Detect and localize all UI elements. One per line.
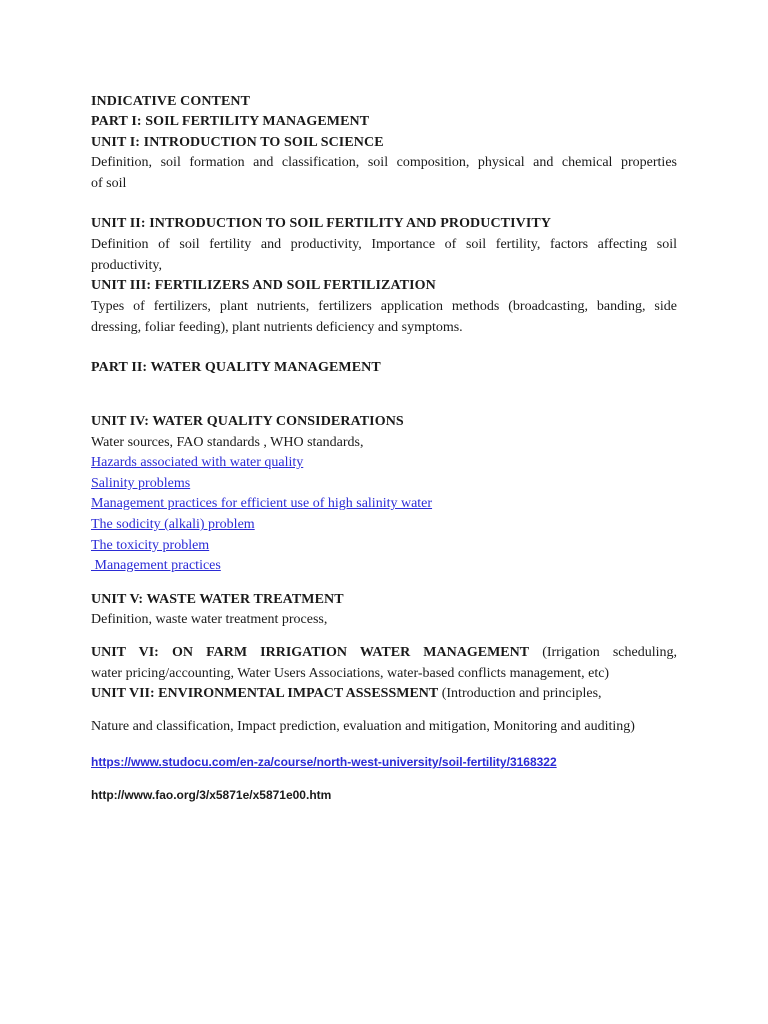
unit7-heading: UNIT VII: ENVIRONMENTAL IMPACT ASSESSMENT	[91, 686, 439, 701]
link-hazards-water-quality[interactable]: Hazards associated with water quality	[91, 455, 304, 470]
part1-heading: PART I: SOIL FERTILITY MANAGEMENT	[91, 114, 370, 129]
unit1-text-line2: of soil	[91, 176, 127, 191]
indicative-content-heading: INDICATIVE CONTENT	[91, 94, 251, 109]
unit4-link-row-6	[91, 556, 677, 576]
unit7-text-line2: Nature and classification, Impact prediction, evaluation and mitigation, Monitoring and auditing)	[91, 719, 635, 734]
link-management-practices[interactable]: Management practices	[91, 558, 221, 573]
unit3-heading: UNIT III: FERTILIZERS AND SOIL FERTILIZATION	[91, 278, 436, 293]
unit6-line1	[91, 643, 677, 663]
unit3-text-line1: Types of fertilizers, plant nutrients, fertilizers application methods (broadcasting, banding, side	[91, 299, 677, 314]
unit2-heading: UNIT II: INTRODUCTION TO SOIL FERTILITY AND PRODUCTIVITY	[91, 216, 552, 231]
unit6-text-inline: (Irrigation scheduling,	[529, 645, 678, 660]
unit4-text-line1: Water sources, FAO standards , WHO standards,	[91, 435, 364, 450]
unit5-text-line1: Definition, waste water treatment process,	[91, 612, 328, 627]
unit5-heading: UNIT V: WASTE WATER TREATMENT	[91, 592, 344, 607]
unit4-link-row-1	[91, 453, 677, 473]
unit4-heading: UNIT IV: WATER QUALITY CONSIDERATIONS	[91, 414, 404, 429]
fao-reference-url: http://www.fao.org/3/x5871e/x5871e00.htm	[91, 788, 332, 802]
link-studocu-reference[interactable]: https://www.studocu.com/en-za/course/north-west-university/soil-fertility/3168322	[91, 755, 557, 769]
unit1-text-line1: Definition, soil formation and classification, soil composition, physical and chemical properties	[91, 155, 677, 170]
unit7-text-inline: (Introduction and principles,	[438, 686, 602, 701]
unit6-heading: UNIT VI: ON FARM IRRIGATION WATER MANAGEMENT	[91, 645, 530, 660]
link-toxicity-problem[interactable]: The toxicity problem	[91, 538, 210, 553]
unit4-link-row-5	[91, 536, 677, 556]
link-management-high-salinity[interactable]: Management practices for efficient use of high salinity water	[91, 496, 433, 511]
reference-row-2	[91, 785, 677, 805]
unit2-text-line2: productivity,	[91, 258, 163, 273]
unit6-text-line2: water pricing/accounting, Water Users Associations, water-based conflicts management, etc)	[91, 666, 610, 681]
unit7-line1	[91, 684, 677, 704]
unit1-heading: UNIT I: INTRODUCTION TO SOIL SCIENCE	[91, 135, 384, 150]
unit2-text-line1: Definition of soil fertility and productivity, Importance of soil fertility, factors affecting soil	[91, 237, 677, 252]
link-salinity-problems[interactable]: Salinity problems	[91, 476, 191, 491]
part2-heading: PART II: WATER QUALITY MANAGEMENT	[91, 360, 381, 375]
reference-row-1	[91, 752, 677, 772]
unit4-link-row-3	[91, 494, 677, 514]
unit3-text-line2: dressing, foliar feeding), plant nutrients deficiency and symptoms.	[91, 320, 463, 335]
link-sodicity-problem[interactable]: The sodicity (alkali) problem	[91, 517, 255, 532]
unit4-link-row-2	[91, 474, 677, 494]
unit4-link-row-4	[91, 515, 677, 535]
